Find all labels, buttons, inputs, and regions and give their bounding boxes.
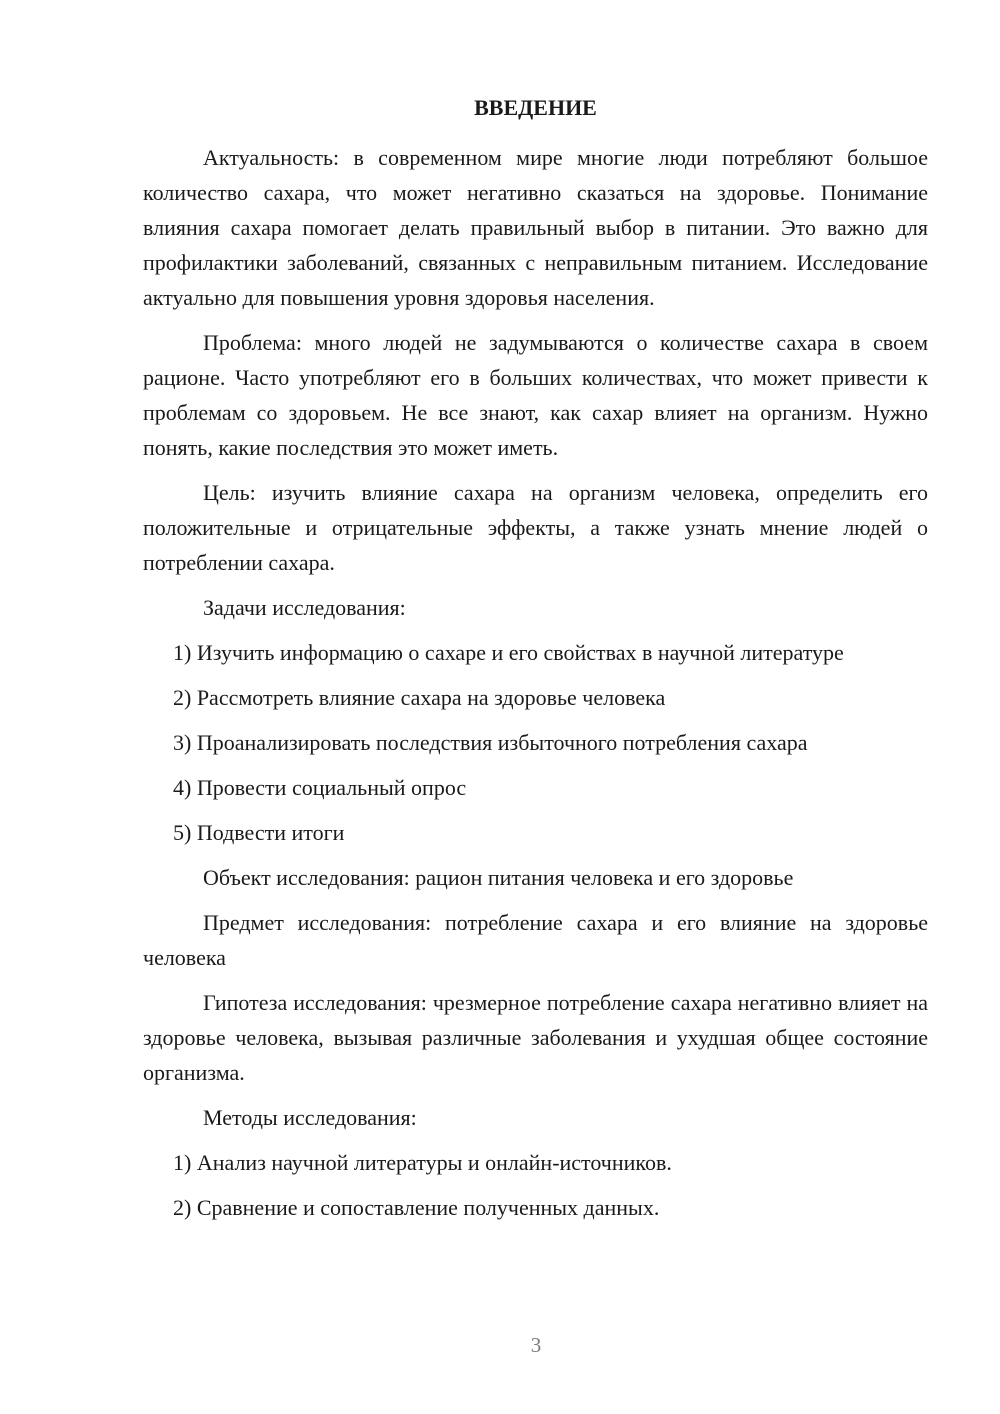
tasks-heading: Задачи исследования: [203, 595, 406, 620]
method-item-2: 2) Сравнение и сопоставление полученных данных. [173, 1195, 660, 1220]
document-body [143, 93, 928, 1235]
object-paragraph: Объект исследования: рацион питания человека и его здоровье [203, 865, 794, 890]
subject-paragraph: Предмет исследования: потребление сахара и его влияние на здоровье человека [143, 910, 928, 970]
goal-paragraph: Цель: изучить влияние сахара на организм человека, определить его положительные и отрицательные эффекты, а также узнать мнение людей о потреблении сахара. [143, 480, 928, 575]
problem-paragraph: Проблема: много людей не задумываются о количестве сахара в своем рационе. Часто употребляют его в больших количествах, что может привести к проблемам со здоровьем. Не все знают, как сахар влияет на организм. Нужно понять, какие последствия это может иметь. [143, 330, 928, 460]
hypothesis-paragraph: Гипотеза исследования: чрезмерное потребление сахара негативно влияет на здоровье человека, вызывая различные заболевания и ухудшая общее состояние организма. [143, 990, 928, 1085]
task-item-2: 2) Рассмотреть влияние сахара на здоровье человека [173, 685, 666, 710]
task-item-4: 4) Провести социальный опрос [173, 775, 467, 800]
methods-heading: Методы исследования: [203, 1105, 417, 1130]
relevance-paragraph: Актуальность: в современном мире многие люди потребляют большое количество сахара, что может негативно сказаться на здоровье. Понимание влияния сахара помогает делать правильный выбор в питании. Это важно для профилактики заболеваний, связанных с неправильным питанием. Исследование актуально для повышения уровня здоровья населения. [143, 145, 928, 310]
page-title: ВВЕДЕНИЕ [474, 95, 597, 120]
task-item-5: 5) Подвести итоги [173, 820, 345, 845]
task-item-1: 1) Изучить информацию о сахаре и его свойствах в научной литературе [173, 640, 844, 665]
task-item-3: 3) Проанализировать последствия избыточного потребления сахара [173, 730, 808, 755]
method-item-1: 1) Анализ научной литературы и онлайн-источников. [173, 1150, 672, 1175]
page-number: 3 [530, 1333, 542, 1357]
